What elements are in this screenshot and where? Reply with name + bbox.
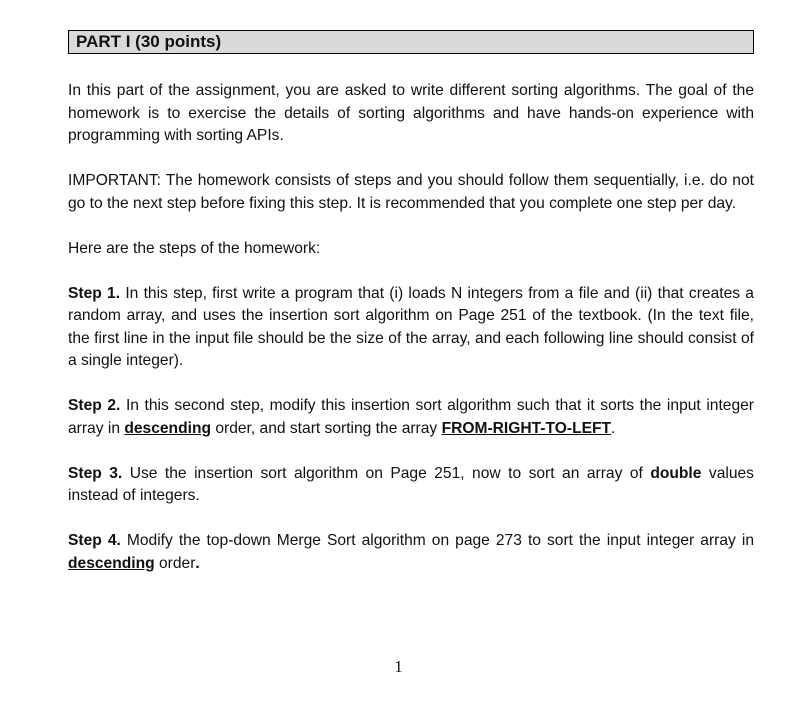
step-2-direction: FROM-RIGHT-TO-LEFT <box>441 419 612 437</box>
step-4-label: Step 4. <box>68 532 121 549</box>
step-2-paragraph <box>68 395 754 440</box>
section-header <box>68 30 754 54</box>
step-4-text-a: Modify the top-down Merge Sort algorithm on page 273 to sort the input integer array in <box>120 532 754 549</box>
step-2-descending: descending <box>124 419 211 437</box>
step-2-text-a: In this second step, modify this insertion sort algorithm such that it sorts the input integer array in <box>68 397 755 437</box>
steps-intro-paragraph: Here are the steps of the homework: <box>68 239 321 257</box>
step-3-label: Step 3. <box>68 464 123 482</box>
document-body <box>68 80 754 598</box>
step-1-label: Step 1. <box>68 284 121 302</box>
step-3-paragraph <box>68 463 754 508</box>
step-4-period: . <box>195 554 200 572</box>
section-title: PART I (30 points) <box>76 32 222 51</box>
step-3-double: double <box>650 464 702 482</box>
step-4-text-b: order <box>154 554 196 572</box>
important-paragraph: IMPORTANT: The homework consists of steps and you should follow them sequentially, i.e. do not go to the next step before fixing this step. It is recommended that you complete one step per day. <box>68 172 754 212</box>
step-2-label: Step 2. <box>68 397 121 414</box>
step-3-text-b: values instead of integers. <box>68 464 754 504</box>
step-1-text: In this step, first write a program that (i) loads N integers from a file and (ii) that creates a random array, and uses the insertion sort algorithm on Page 251 of the textbook. (In the text file, the first line in the input file should be the size of the array, and each following line should consist of a single integer). <box>68 284 754 369</box>
step-1-paragraph <box>68 283 754 373</box>
step-2-text-c: . <box>611 419 616 437</box>
step-3-text-a: Use the insertion sort algorithm on Page 251, now to sort an array of <box>122 464 651 482</box>
intro-paragraph: In this part of the assignment, you are asked to write different sorting algorithms. The goal of the homework is to exercise the details of sorting algorithms and have hands-on experience with programming with sorting APIs. <box>68 82 754 144</box>
step-2-text-b: order, and start sorting the array <box>211 419 442 437</box>
page-number: 1 <box>394 657 403 676</box>
step-4-paragraph <box>68 530 754 575</box>
step-4-descending: descending <box>68 554 155 572</box>
